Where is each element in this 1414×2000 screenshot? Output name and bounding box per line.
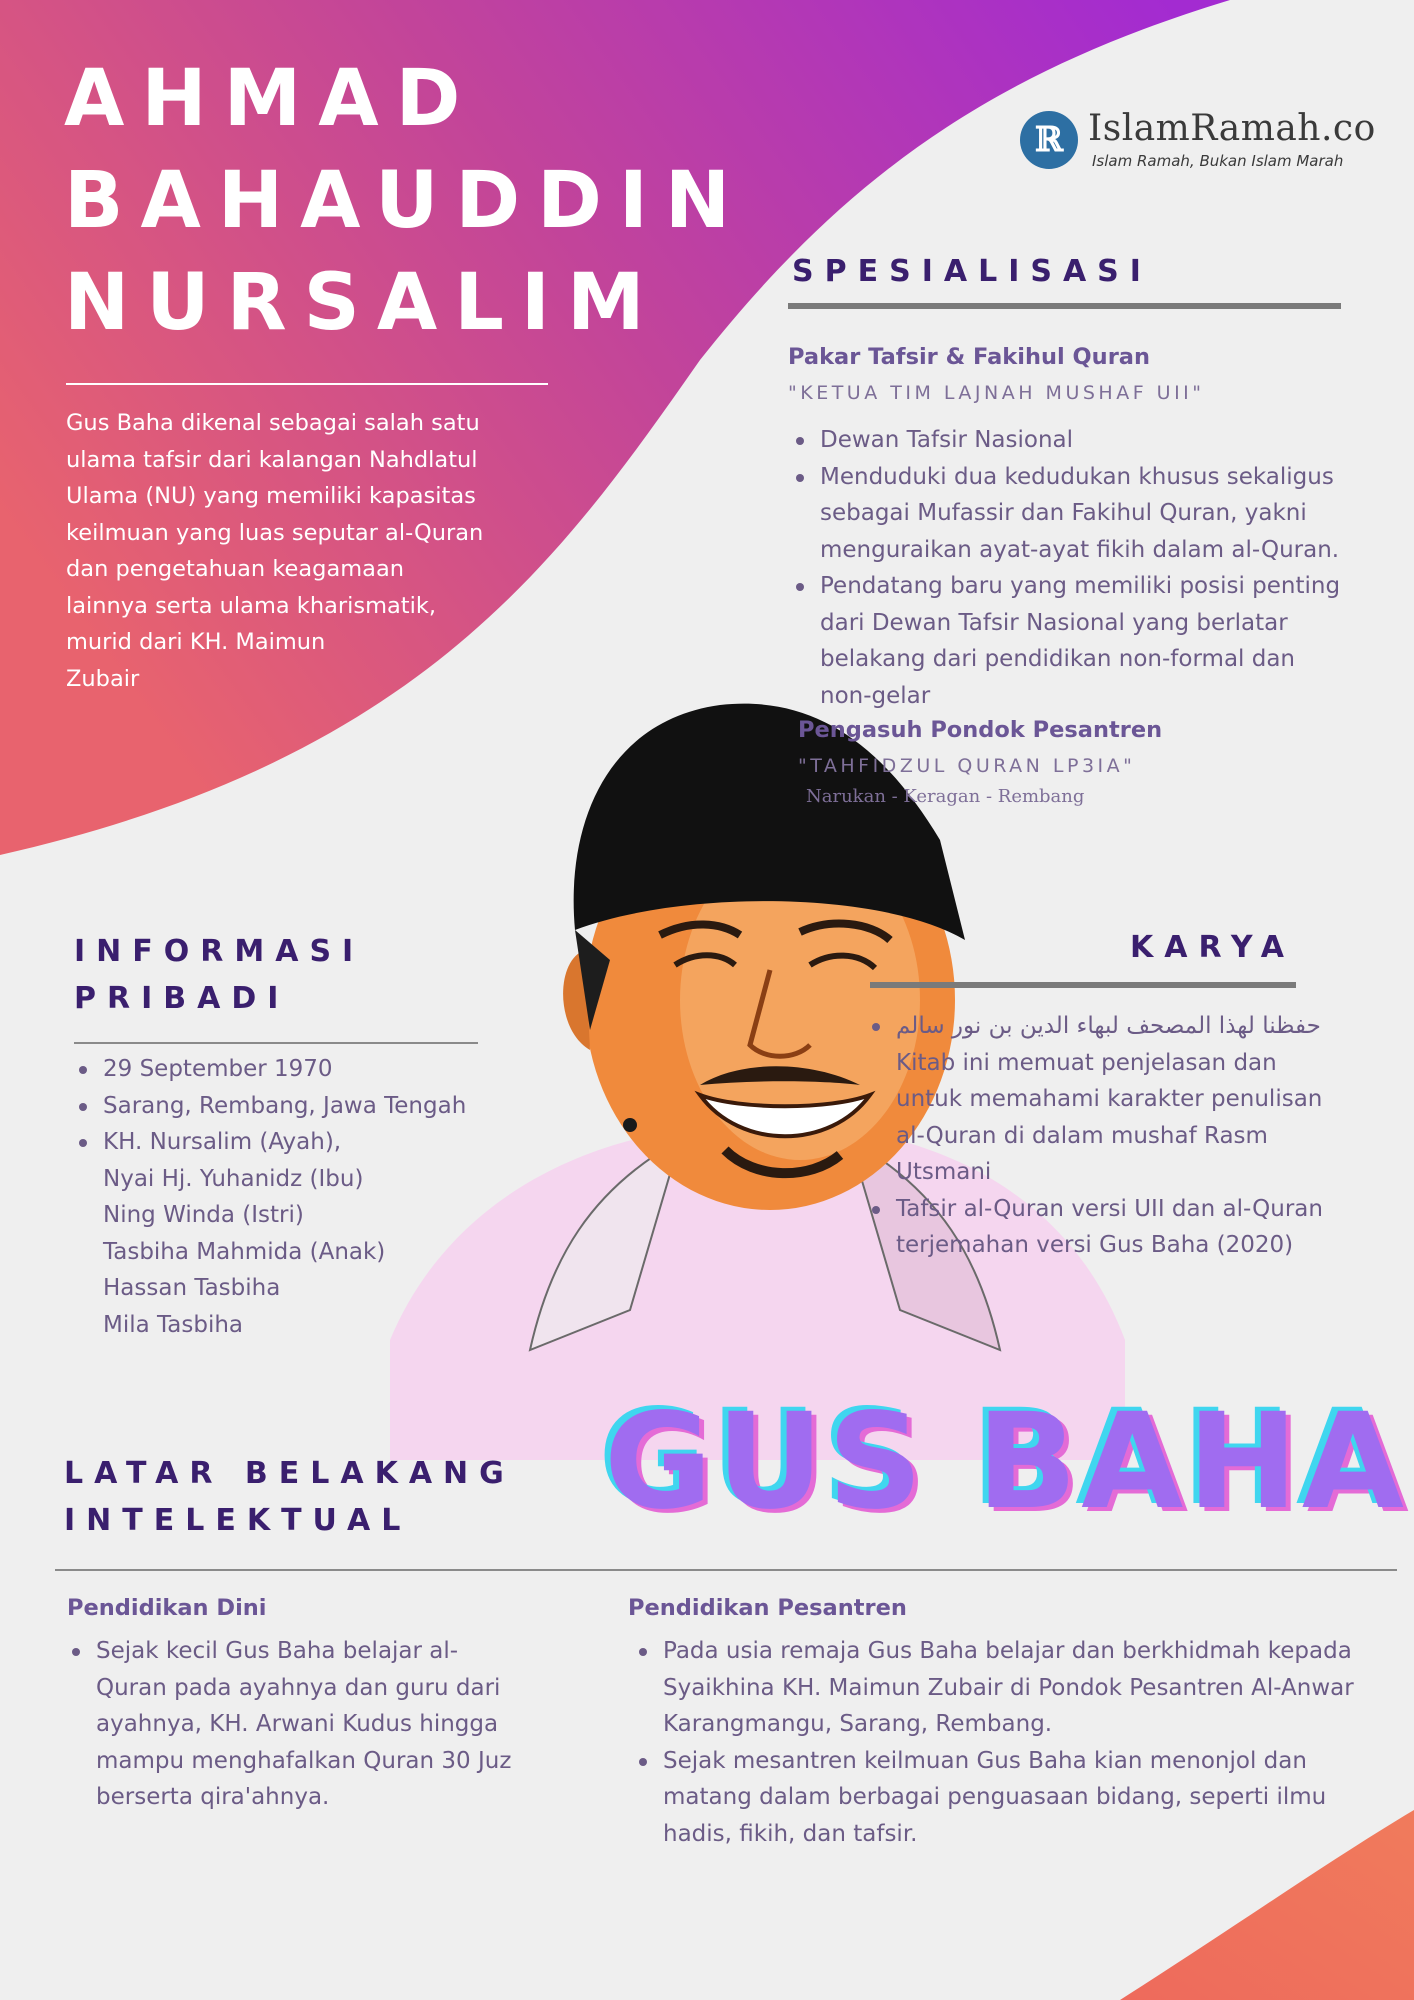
list-item bbox=[791, 422, 1351, 459]
logo-tagline: Islam Ramah, Bukan Islam Marah bbox=[1092, 152, 1344, 170]
karya-list bbox=[867, 1008, 1337, 1264]
family-line: Hassan Tasbiha bbox=[103, 1275, 281, 1301]
mole bbox=[623, 1118, 637, 1132]
spesialisasi-list bbox=[791, 422, 1351, 714]
spesialisasi-divider bbox=[788, 303, 1341, 309]
list-item-line: Karangmangu, Sarang, Rembang. bbox=[663, 1711, 1053, 1737]
list-item-line: non-gelar bbox=[820, 682, 931, 709]
logo-mark-icon: ℝ bbox=[1020, 111, 1078, 169]
family-line: Mila Tasbiha bbox=[103, 1311, 244, 1338]
list-item-line: untuk memahami karakter penulisan bbox=[896, 1086, 1323, 1112]
brand-title: GUS BAHA bbox=[604, 1385, 1408, 1539]
informasi-heading-line: PRIBADI bbox=[74, 981, 290, 1016]
list-item-line: Utsmani bbox=[896, 1159, 992, 1185]
karya-heading: KARYA bbox=[1130, 930, 1295, 965]
logo-name: IslamRamah.co bbox=[1088, 108, 1376, 149]
list-item bbox=[791, 459, 1351, 569]
pesantren-subtitle: "TAHFIDZUL QURAN LP3IA" bbox=[798, 755, 1136, 777]
list-item bbox=[74, 1088, 494, 1125]
name-line-1: AHMAD bbox=[64, 54, 478, 144]
list-item bbox=[67, 1633, 547, 1816]
person-name bbox=[64, 48, 747, 354]
birth-place: Sarang, Rembang, Jawa Tengah bbox=[103, 1092, 467, 1119]
informasi-divider bbox=[74, 1042, 478, 1044]
list-item-line: dari Dewan Tafsir Nasional yang berlatar bbox=[820, 609, 1288, 636]
intro-line: lainnya serta ulama kharismatik, bbox=[66, 592, 437, 619]
list-item-line: Quran pada ayahnya dan guru dari bbox=[96, 1674, 501, 1701]
list-item-line: Dewan Tafsir Nasional bbox=[820, 427, 1074, 453]
list-item-line: Sejak mesantren keilmuan Gus Baha kian menonjol dan bbox=[663, 1747, 1307, 1774]
informasi-list bbox=[74, 1051, 494, 1343]
list-item-line: Pada usia remaja Gus Baha belajar dan berkhidmah kepada bbox=[663, 1638, 1352, 1664]
dini-title: Pendidikan Dini bbox=[67, 1595, 267, 1621]
pesantren-title: Pengasuh Pondok Pesantren bbox=[798, 717, 1163, 743]
list-item-line: berserta qira'ahnya. bbox=[96, 1784, 330, 1810]
list-item bbox=[791, 568, 1351, 714]
list-item-line: matang dalam berbagai penguasaan bidang, seperti ilmu bbox=[663, 1784, 1327, 1810]
karya-divider bbox=[870, 982, 1296, 988]
pesantren-location: Narukan - Keragan - Rembang bbox=[806, 786, 1085, 807]
name-line-2: BAHAUDDIN bbox=[64, 156, 748, 246]
list-item-line: ayahnya, KH. Arwani Kudus hingga bbox=[96, 1711, 499, 1737]
spesialisasi-title: Pakar Tafsir & Fakihul Quran bbox=[788, 344, 1150, 370]
family-line: Ning Winda (Istri) bbox=[103, 1202, 304, 1228]
latar-heading-line: INTELEKTUAL bbox=[64, 1503, 412, 1538]
list-item-line: Syaikhina KH. Maimun Zubair di Pondok Pesantren Al-Anwar bbox=[663, 1674, 1354, 1701]
birth-date: 29 September 1970 bbox=[103, 1056, 333, 1082]
spesialisasi-heading: SPESIALISASI bbox=[792, 254, 1152, 289]
intro-line: ulama tafsir dari kalangan Nahdlatul bbox=[66, 446, 478, 473]
family-line: Nyai Hj. Yuhanidz (Ibu) bbox=[103, 1165, 364, 1192]
family-line: Tasbiha Mahmida (Anak) bbox=[103, 1238, 386, 1265]
list-item bbox=[74, 1051, 494, 1088]
intro-line: Zubair bbox=[66, 665, 140, 692]
list-item bbox=[867, 1191, 1337, 1264]
latar-heading-line: LATAR BELAKANG bbox=[64, 1456, 515, 1491]
list-item-line: terjemahan versi Gus Baha (2020) bbox=[896, 1232, 1294, 1258]
intro-line: dan pengetahuan keagamaan bbox=[66, 556, 405, 582]
list-item bbox=[634, 1633, 1374, 1743]
intro-divider bbox=[66, 383, 548, 385]
list-item-line: al-Quran di dalam mushaf Rasm bbox=[896, 1122, 1268, 1149]
list-item-line: Sejak kecil Gus Baha belajar al- bbox=[96, 1638, 459, 1664]
name-line-3: NURSALIM bbox=[64, 258, 662, 348]
pesantren-edu-list bbox=[634, 1633, 1374, 1852]
informasi-heading bbox=[74, 928, 364, 1022]
list-item-line: menguraikan ayat-ayat fikih dalam al-Quran. bbox=[820, 536, 1340, 563]
list-item bbox=[634, 1743, 1374, 1853]
intro-line: Ulama (NU) yang memiliki kapasitas bbox=[66, 483, 476, 509]
latar-heading bbox=[64, 1450, 515, 1544]
site-logo[interactable] bbox=[1020, 108, 1376, 178]
list-item-line: Pendatang baru yang memiliki posisi penting bbox=[820, 573, 1341, 599]
list-item bbox=[74, 1124, 494, 1343]
list-item-line: Kitab ini memuat penjelasan dan bbox=[896, 1049, 1277, 1076]
intro-line: Gus Baha dikenal sebagai salah satu bbox=[66, 410, 480, 436]
spesialisasi-subtitle: "KETUA TIM LAJNAH MUSHAF UII" bbox=[788, 382, 1205, 404]
list-item-line: hadis, fikih, dan tafsir. bbox=[663, 1820, 918, 1847]
intro-line: keilmuan yang luas seputar al-Quran bbox=[66, 519, 484, 546]
intro-text bbox=[66, 405, 506, 697]
list-item-line: belakang dari pendidikan non-formal dan bbox=[820, 646, 1296, 672]
latar-divider bbox=[55, 1569, 1397, 1571]
intro-line: murid dari KH. Maimun bbox=[66, 629, 326, 655]
list-item-line: mampu menghafalkan Quran 30 Juz bbox=[96, 1747, 512, 1774]
pesantren-edu-title: Pendidikan Pesantren bbox=[628, 1595, 907, 1621]
list-item-line: Menduduki dua kedudukan khusus sekaligus bbox=[820, 463, 1334, 490]
list-item bbox=[867, 1008, 1337, 1191]
list-item-line: sebagai Mufassir dan Fakihul Quran, yakni bbox=[820, 500, 1307, 526]
informasi-heading-line: INFORMASI bbox=[74, 934, 365, 969]
arabic-title: حفظنا لهذا المصحف لبهاء الدين بن نور سالم bbox=[896, 1013, 1321, 1039]
dini-list bbox=[67, 1633, 547, 1816]
list-item-line: Tafsir al-Quran versi UII dan al-Quran bbox=[896, 1195, 1323, 1222]
family-line: KH. Nursalim (Ayah), bbox=[103, 1129, 342, 1155]
